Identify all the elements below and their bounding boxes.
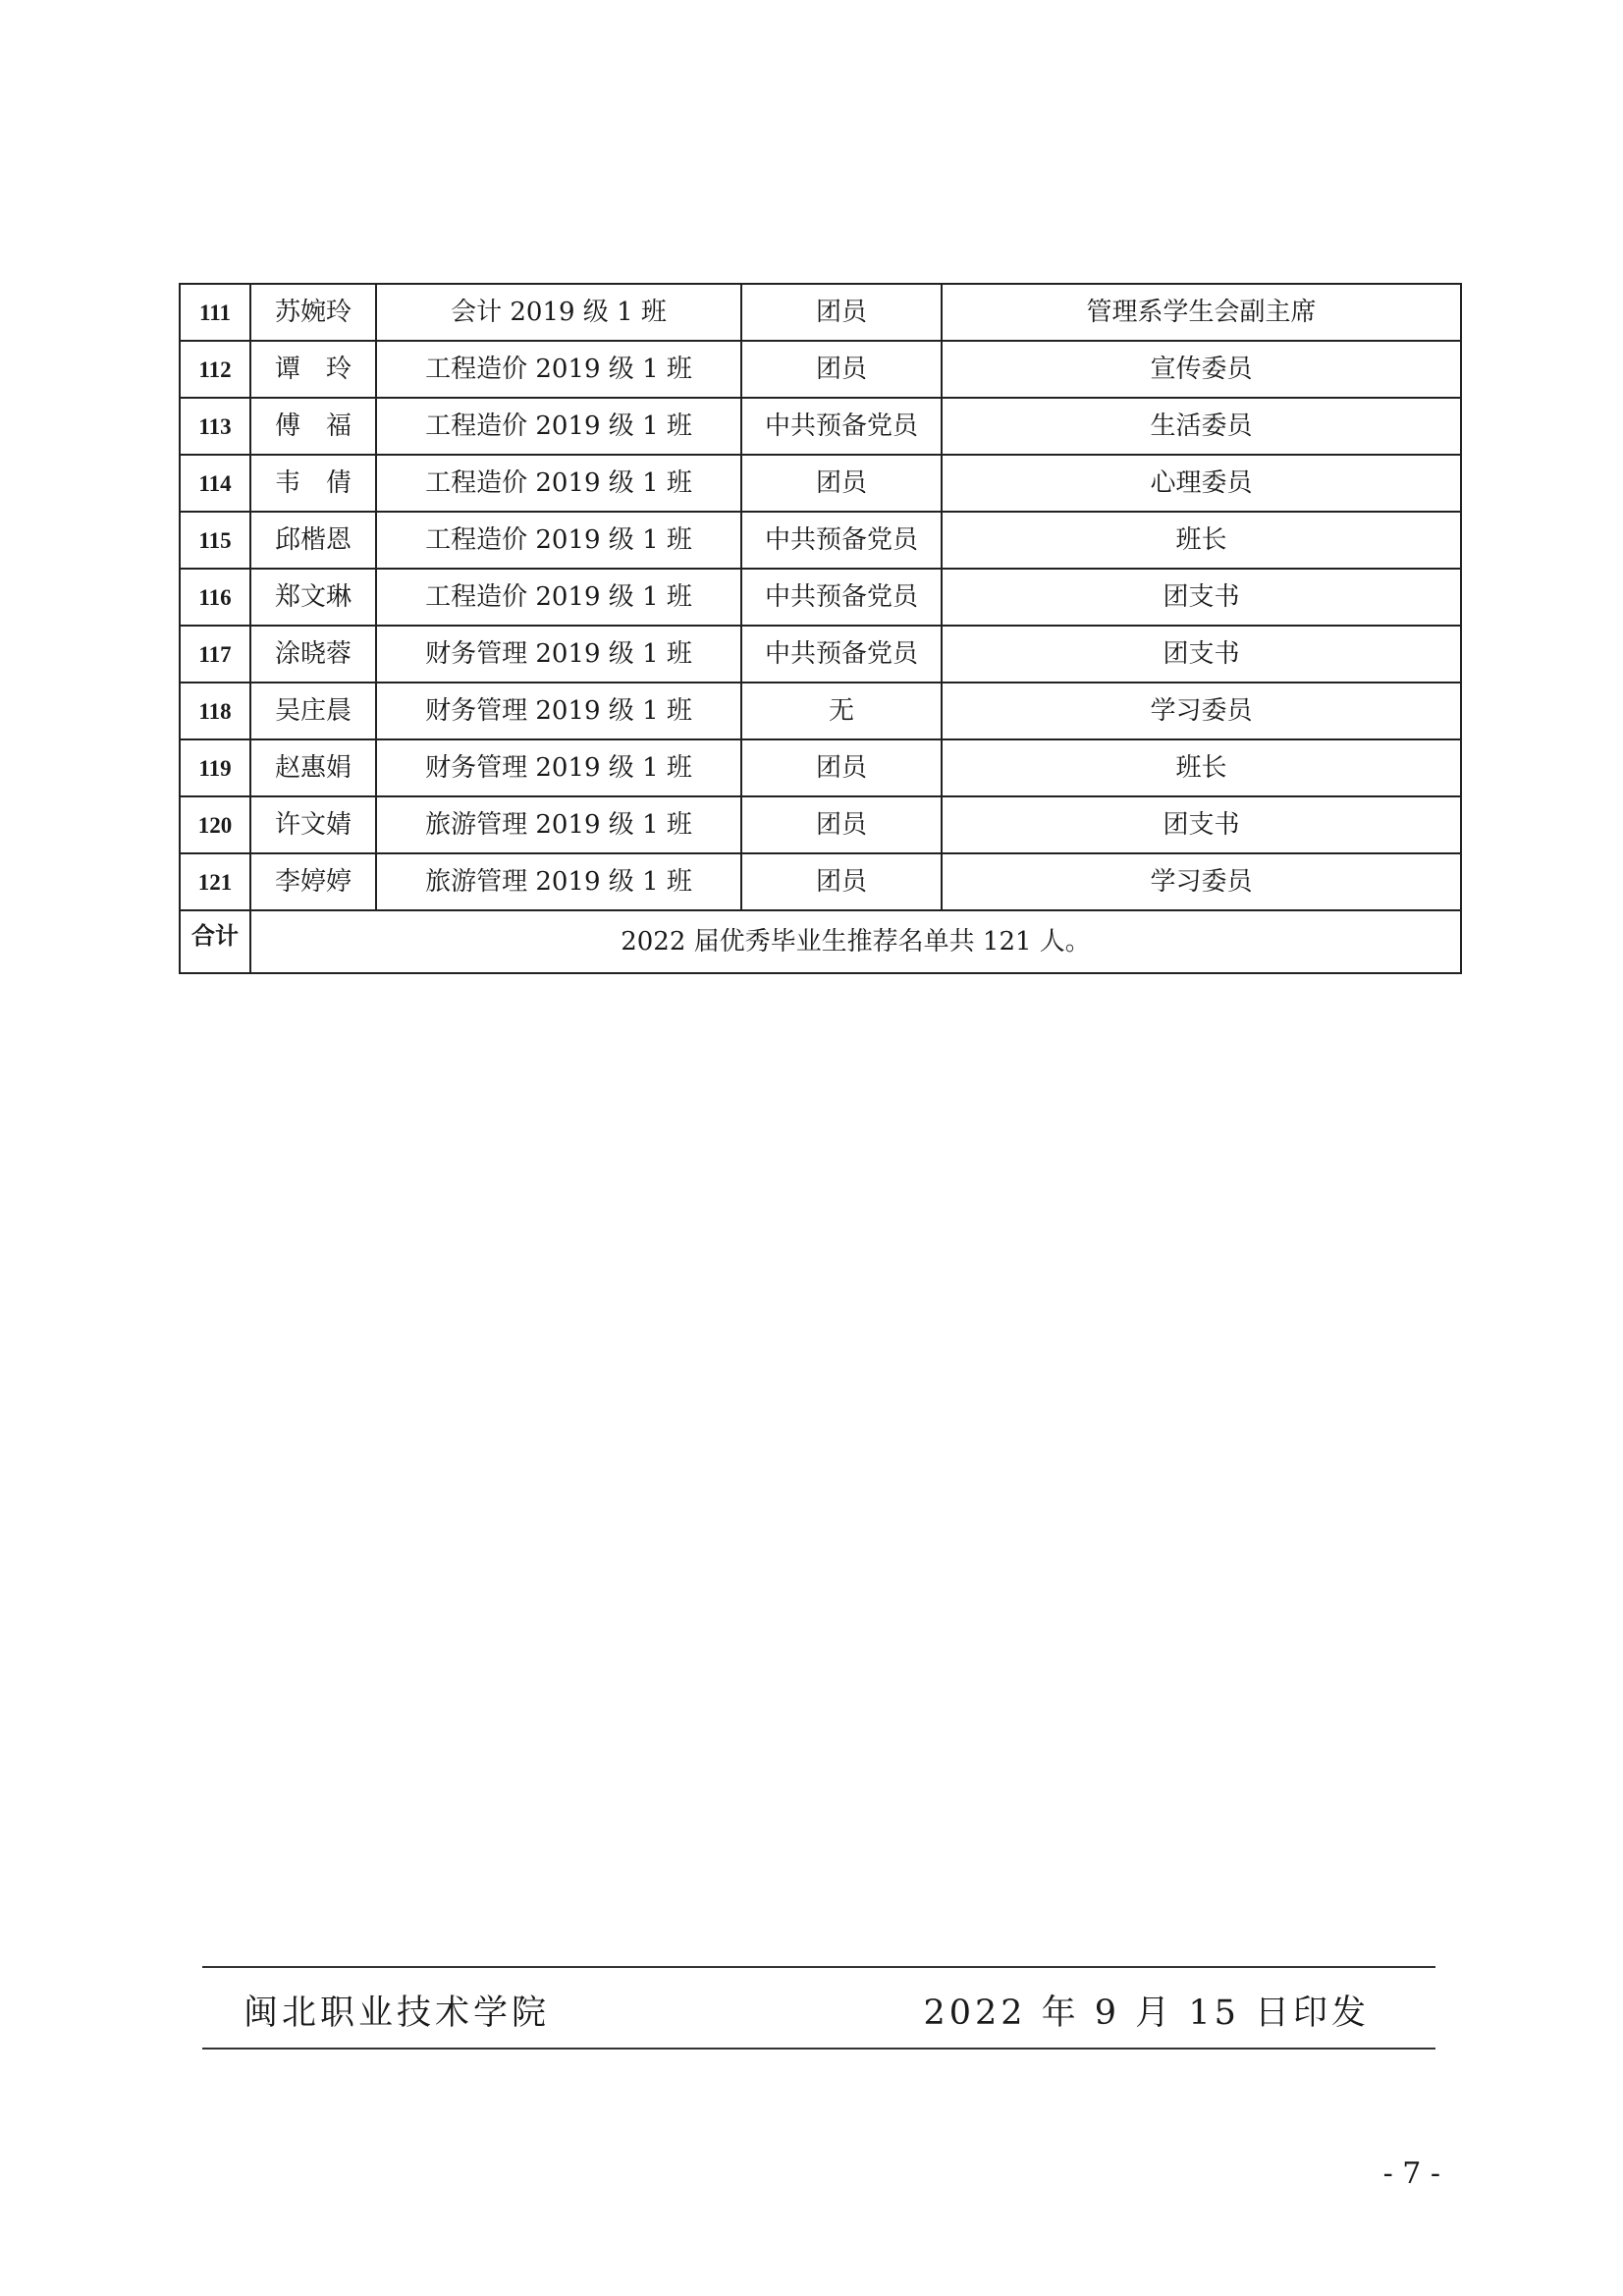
cell-name: 涂晓蓉	[250, 626, 376, 683]
cell-name: 吴庄晨	[250, 683, 376, 739]
cell-political-status: 团员	[741, 739, 942, 796]
cell-number: 121	[180, 853, 250, 910]
cell-role: 心理委员	[942, 455, 1461, 512]
page-number: - 7 -	[1382, 2157, 1440, 2191]
cell-name: 韦 倩	[250, 455, 376, 512]
cell-role: 学习委员	[942, 853, 1461, 910]
cell-political-status: 中共预备党员	[741, 398, 942, 455]
cell-name: 郑文琳	[250, 569, 376, 626]
cell-number: 117	[180, 626, 250, 683]
table-row	[180, 739, 1461, 796]
cell-number: 119	[180, 739, 250, 796]
cell-political-status: 团员	[741, 284, 942, 341]
cell-role: 管理系学生会副主席	[942, 284, 1461, 341]
cell-political-status: 中共预备党员	[741, 512, 942, 569]
cell-name: 谭 玲	[250, 341, 376, 398]
cell-name: 苏婉玲	[250, 284, 376, 341]
cell-role: 宣传委员	[942, 341, 1461, 398]
cell-class: 财务管理 2019 级 1 班	[376, 626, 741, 683]
cell-class: 旅游管理 2019 级 1 班	[376, 853, 741, 910]
cell-number: 111	[180, 284, 250, 341]
cell-number: 112	[180, 341, 250, 398]
cell-number: 120	[180, 796, 250, 853]
cell-number: 118	[180, 683, 250, 739]
footer-bottom-rule	[202, 2048, 1435, 2050]
cell-class: 会计 2019 级 1 班	[376, 284, 741, 341]
table-row	[180, 512, 1461, 569]
cell-name: 李婷婷	[250, 853, 376, 910]
cell-number: 113	[180, 398, 250, 455]
table-row	[180, 853, 1461, 910]
table-row	[180, 796, 1461, 853]
graduate-recommendation-table	[179, 283, 1462, 974]
table-row	[180, 626, 1461, 683]
cell-class: 工程造价 2019 级 1 班	[376, 569, 741, 626]
cell-name: 傅 福	[250, 398, 376, 455]
cell-political-status: 团员	[741, 796, 942, 853]
cell-political-status: 团员	[741, 341, 942, 398]
issue-date: 2022 年 9 月 15 日印发	[923, 1994, 1370, 2033]
footer-top-rule	[202, 1966, 1435, 1968]
cell-class: 工程造价 2019 级 1 班	[376, 455, 741, 512]
cell-class: 旅游管理 2019 级 1 班	[376, 796, 741, 853]
table-row	[180, 455, 1461, 512]
total-label-cell	[180, 910, 250, 973]
cell-political-status: 无	[741, 683, 942, 739]
table-row	[180, 341, 1461, 398]
cell-role: 生活委员	[942, 398, 1461, 455]
cell-role: 班长	[942, 739, 1461, 796]
cell-name: 邱楷恩	[250, 512, 376, 569]
cell-class: 工程造价 2019 级 1 班	[376, 512, 741, 569]
table-row	[180, 683, 1461, 739]
cell-political-status: 中共预备党员	[741, 626, 942, 683]
cell-class: 财务管理 2019 级 1 班	[376, 683, 741, 739]
cell-name: 赵惠娟	[250, 739, 376, 796]
table-total-row	[180, 910, 1461, 973]
table-row	[180, 398, 1461, 455]
cell-role: 学习委员	[942, 683, 1461, 739]
table-body	[180, 284, 1461, 973]
total-summary: 2022 届优秀毕业生推荐名单共 121 人。	[250, 910, 1461, 973]
cell-political-status: 团员	[741, 853, 942, 910]
cell-role: 班长	[942, 512, 1461, 569]
cell-political-status: 中共预备党员	[741, 569, 942, 626]
cell-class: 工程造价 2019 级 1 班	[376, 341, 741, 398]
cell-name: 许文婧	[250, 796, 376, 853]
cell-number: 114	[180, 455, 250, 512]
cell-number: 116	[180, 569, 250, 626]
cell-number: 115	[180, 512, 250, 569]
cell-role: 团支书	[942, 796, 1461, 853]
table-row	[180, 284, 1461, 341]
cell-role: 团支书	[942, 569, 1461, 626]
total-label: 合计	[191, 921, 239, 950]
issuing-organization: 闽北职业技术学院	[243, 1994, 551, 2033]
cell-role: 团支书	[942, 626, 1461, 683]
cell-class: 工程造价 2019 级 1 班	[376, 398, 741, 455]
table-row	[180, 569, 1461, 626]
cell-class: 财务管理 2019 级 1 班	[376, 739, 741, 796]
cell-political-status: 团员	[741, 455, 942, 512]
